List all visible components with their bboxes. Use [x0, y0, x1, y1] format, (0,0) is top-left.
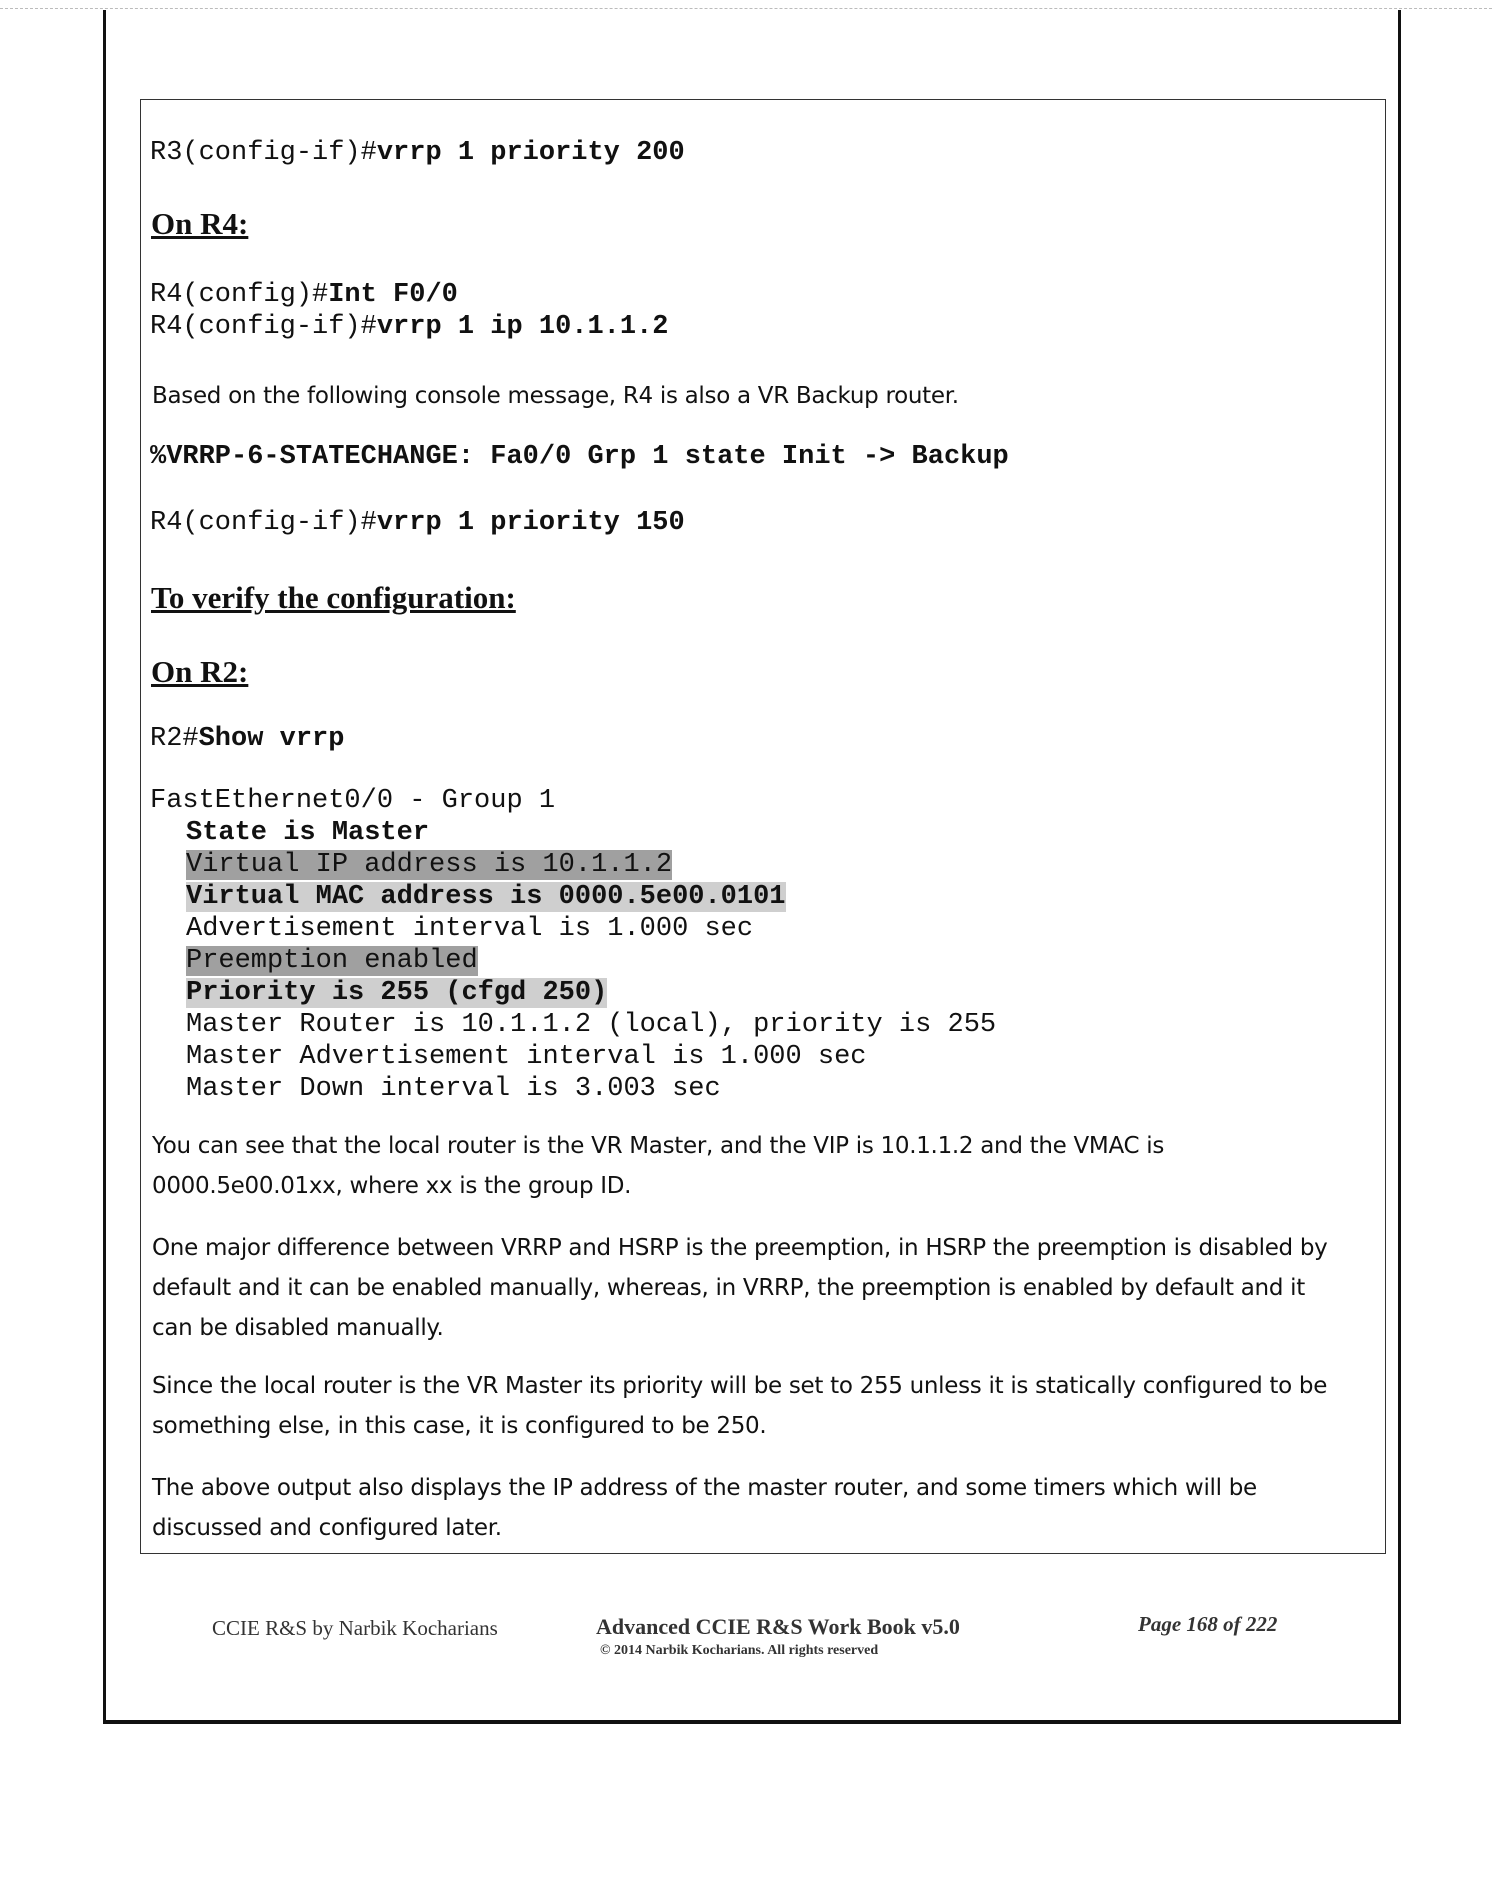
syslog-msg: Fa0/0 Grp 1 state Init -> Backup — [474, 442, 1009, 472]
prompt: R3(config-if)# — [150, 138, 377, 168]
r3-priority-line — [150, 138, 685, 168]
console-note: Based on the following console message, R4 is also a VR Backup router. — [152, 383, 959, 409]
output-master-adv: Master Advertisement interval is 1.000 sec — [186, 1042, 867, 1072]
footer-copyright: © 2014 Narbik Kocharians. All rights reserved — [600, 1643, 879, 1658]
output-master-router: Master Router is 10.1.1.2 (local), priority is 255 — [186, 1010, 997, 1040]
output-state: State is Master — [186, 818, 430, 848]
footer-author: CCIE R&S by Narbik Kocharians — [212, 1616, 498, 1640]
prompt: R4(config)# — [150, 280, 329, 310]
r4-int-line — [150, 280, 458, 310]
output-master-down: Master Down interval is 3.003 sec — [186, 1074, 721, 1104]
r4-priority-line — [150, 508, 685, 538]
r4-ip-line — [150, 312, 669, 342]
output-header: FastEthernet0/0 - Group 1 — [150, 786, 556, 816]
output-priority: Priority is 255 (cfgd 250) — [186, 978, 608, 1008]
output-vip: Virtual IP address is 10.1.1.2 — [186, 850, 673, 880]
paragraph-priority: Since the local router is the VR Master its priority will be set to 255 unless it is statically configured to be something else, in this case, it is configured to be 250. — [152, 1373, 1328, 1439]
footer-page-number: Page 168 of 222 — [1138, 1612, 1278, 1636]
command: vrrp 1 priority 200 — [376, 138, 685, 168]
heading-on-r2: On R2: — [151, 654, 249, 689]
syslog-line — [150, 442, 1009, 472]
command: vrrp 1 ip 10.1.1.2 — [376, 312, 669, 342]
r2-show-line — [150, 724, 344, 754]
prompt: R4(config-if)# — [150, 312, 377, 342]
output-adv: Advertisement interval is 1.000 sec — [186, 914, 754, 944]
heading-on-r4: On R4: — [151, 206, 249, 241]
prompt: R4(config-if)# — [150, 508, 377, 538]
heading-verify: To verify the configuration: — [151, 580, 516, 615]
command: Int F0/0 — [328, 280, 458, 310]
syslog-tag: %VRRP-6-STATECHANGE: — [150, 442, 475, 472]
command: Show vrrp — [198, 724, 345, 754]
command: vrrp 1 priority 150 — [376, 508, 685, 538]
footer-title: Advanced CCIE R&S Work Book v5.0 — [596, 1614, 960, 1639]
output-preempt: Preemption enabled — [186, 946, 478, 976]
paragraph-timers: The above output also displays the IP address of the master router, and some timers which will be discussed and configured later. — [152, 1475, 1257, 1541]
output-vmac: Virtual MAC address is 0000.5e00.0101 — [186, 882, 786, 912]
paragraph-preemption: One major difference between VRRP and HSRP is the preemption, in HSRP the preemption is disabled by default and it can be enabled manually, whereas, in VRRP, the preemption is enabled by default and it can be disabled manually. — [152, 1235, 1328, 1341]
paragraph-vip: You can see that the local router is the VR Master, and the VIP is 10.1.1.2 and the VMAC is 0000.5e00.01xx, where xx is the group ID. — [152, 1133, 1165, 1199]
prompt: R2# — [150, 724, 199, 754]
scan-edge — [0, 8, 1492, 9]
